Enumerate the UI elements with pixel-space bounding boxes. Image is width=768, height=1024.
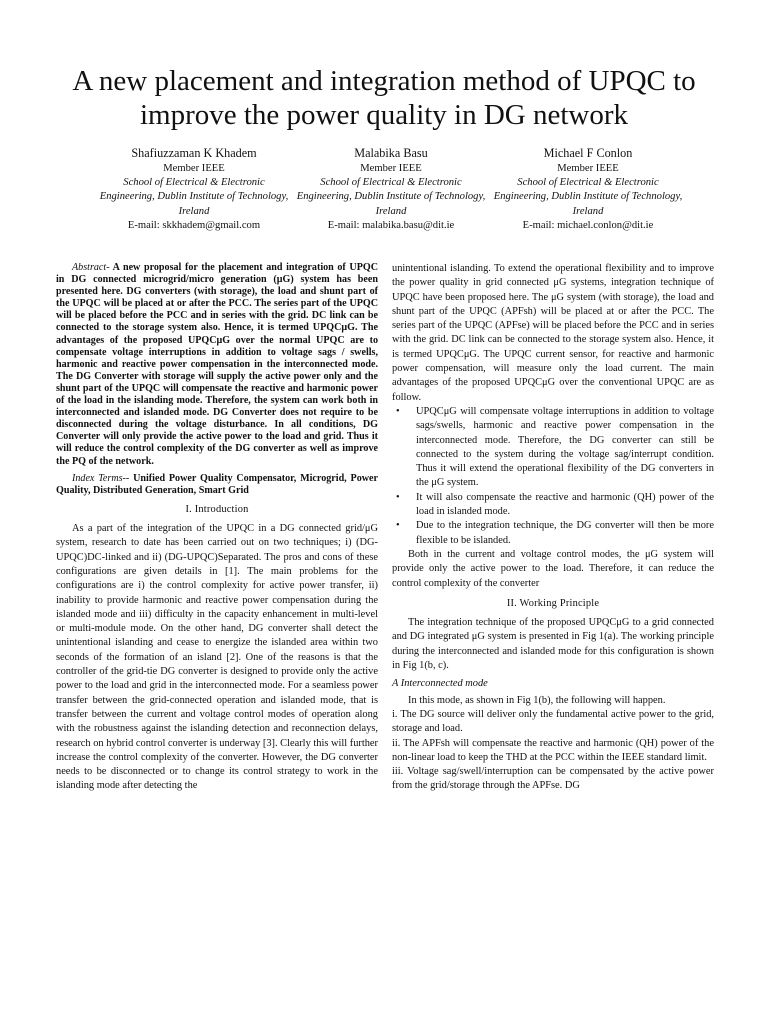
numbered-item: i. The DG source will deliver only the fundamental active power to the grid, storage and load. [392, 708, 714, 735]
author-affiliation: School of Electrical & Electronic Engineering, Dublin Institute of Technology, Ireland [99, 177, 289, 217]
left-column [56, 262, 378, 794]
list-item: • UPQCμG will compensate voltage interruptions in addition to voltage sags/swells, harmonic and reactive power compensation in the interconnected mode. Therefore, the DG converter can still be connected to the system during the voltage sag/interrupt condition. Thus it will extend the operational flexibility of the DG converters in the μG system. [416, 405, 714, 491]
author-name: Shafiuzzaman K Khadem [131, 146, 257, 160]
author-email: E-mail: skkhadem@gmail.com [127, 219, 261, 231]
abstract [56, 262, 378, 468]
control-modes-paragraph: Both in the current and voltage control modes, the μG system will provide only the active power to the load. Therefore, it can reduce the control complexity of the converter [392, 548, 714, 589]
author-3 [490, 146, 686, 233]
index-terms-text: Unified Power Quality Compensator, Microgrid, Power Quality, Distributed Generation, Smart Grid [56, 472, 378, 496]
section-heading-working-principle: II. Working Principle [506, 597, 600, 609]
index-terms-label: Index Terms-- [72, 472, 130, 484]
author-name: Michael F Conlon [543, 146, 633, 160]
author-membership: Member IEEE [163, 163, 225, 174]
author-affiliation: School of Electrical & Electronic Engineering, Dublin Institute of Technology, Ireland [296, 177, 486, 217]
abstract-label: Abstract- [72, 262, 110, 273]
author-block [96, 146, 686, 233]
continued-paragraph: unintentional islanding. To extend the operational flexibility and to improve the power quality in grid connected μG systems, integration technique of UPQC have been proposed here. The μG system (with storage), the load and shunt part of the UPQC (APFsh) will be placed at or after the PCC. The series part of the UPQC (APFse) will be placed before the PCC and in series with the grid. DC link can be connected to the storage system also. Hence, it is termed UPQCμG. The UPQC current sensor, for reactive and harmonic power compensation, will measure only the load current. The main advantages of the proposed UPQCμG over the conventional UPQC are as follow. [392, 263, 714, 403]
subsection-heading-interconnected: A Interconnected mode [392, 678, 488, 690]
author-1 [96, 146, 292, 233]
interconnected-paragraph: In this mode, as shown in Fig 1(b), the following will happen. [408, 694, 666, 706]
right-column [392, 262, 714, 794]
author-affiliation: School of Electrical & Electronic Engineering, Dublin Institute of Technology, Ireland [493, 177, 683, 217]
author-membership: Member IEEE [557, 163, 619, 174]
index-terms [56, 473, 378, 497]
abstract-text: A new proposal for the placement and integration of UPQC in DG connected microgrid/micro generation (μG) system has been presented here. DG converters (with storage), the load and shunt part of the UPQC will be placed at or after the PCC. The series part of the UPQC will be placed before the PCC and in series with the grid. DC link can be connected to the storage system also. Hence, it is termed UPQCμG. The advantages of the proposed UPQCμG over the normal UPQC are to compensate voltage interruptions in addition to voltage sags / swells, harmonic and reactive power compensation in the interconnected mode. The DG Converter with storage will supply the active power only and the shunt part of the UPQC will compensate the reactive and harmonic power of the load in the islanding mode. Therefore, the system can work both in interconnected and islanded mode. DG Converter does not require to be disconnected during the voltage disturbance. In all conditions, DG Converter will only provide the active power to the load and grid. Thus it will reduce the control complexity of the DG converter as well as improve the PQ of the network. [56, 262, 378, 467]
numbered-item: ii. The APFsh will compensate the reactive and harmonic (QH) power of the non-linear load to keep the THD at the PCC within the IEEE standard limit. [392, 737, 714, 763]
author-membership: Member IEEE [360, 163, 422, 174]
introduction-paragraph: As a part of the integration of the UPQC in a DG connected grid/μG system, research to date has been carried out on two techniques; i) (DG-UPQC)DC-linked and ii) (DG-UPQC)Separated. The pros and cons of these configurations are given details in [1]. The main problems for the configurations are i) the control complexity for active power transfer, ii) inability to provide harmonic and reactive power compensation during the islanded mode and iii) difficulty in the capacity enhancement in multi-level or multi-module mode. On the other hand, DG converter shall detect the unintentional islanding and cease to energize the islanded area within two seconds of the formation of an island [2]. One of the reasons is that the controller of the grid-tie DG converter is designed to provide only the active power to the load and grid in the interconnected mode. For a seamless power transfer between the grid-connected operation and islanded mode, that is transfer between the current and voltage control modes of operation along with the robustness against the islanding detection and reconnection delays, research on hybrid control converter is underway [3]. Clearly this will further increase the control complexity of the converter. However, the DG converter needs to be disconnected or to change its control strategy to work in the islanding mode after detecting the [56, 523, 379, 792]
working-principle-paragraph: The integration technique of the proposed UPQCμG to a grid connected and DG integrated μG system is presented in Fig 1(a). The working principle during the interconnected and islanded mode for this configuration is shown in Fig 1(b, c). [392, 617, 714, 672]
paper-title: A new placement and integration method of UPQC to improve the power quality in DG network [72, 65, 696, 131]
author-email: E-mail: michael.conlon@dit.ie [522, 219, 654, 231]
author-name: Malabika Basu [354, 146, 428, 160]
list-item: • It will also compensate the reactive and harmonic (QH) power of the load in islanded mode. [416, 491, 714, 520]
author-email: E-mail: malabika.basu@dit.ie [327, 219, 455, 231]
numbered-item: iii. Voltage sag/swell/interruption can be compensated by the active power from the grid/storage through the APFse. DG [392, 766, 714, 792]
advantages-list [392, 405, 714, 548]
author-2 [293, 146, 489, 233]
list-item: • Due to the integration technique, the DG converter will then be more flexible to be islanded. [416, 519, 714, 548]
section-heading-introduction: I. Introduction [185, 503, 249, 515]
